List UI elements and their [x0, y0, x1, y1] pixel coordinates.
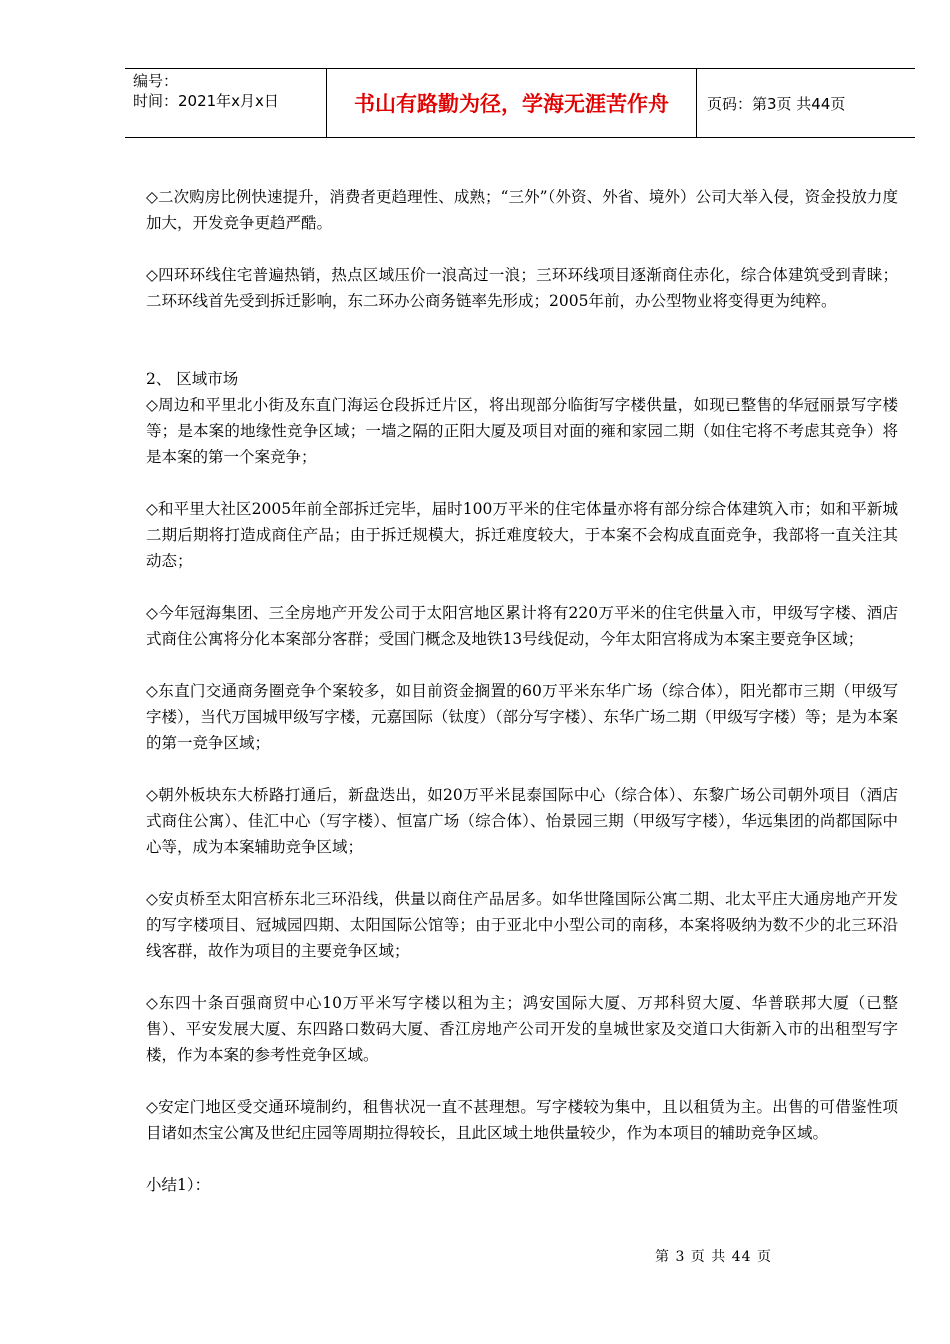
page-footer: 第 3 页 共 44 页: [655, 1249, 772, 1265]
paragraph: ◇东直门交通商务圈竞争个案较多，如目前资金搁置的60万平米东华广场（综合体），阳光都市三期（甲级写字楼），当代万国城甲级写字楼，元嘉国际（钛度）（部分写字楼）、东华广场二期（甲级写字楼）等；是为本案的第一竞争区域；: [146, 682, 898, 752]
paragraph: ◇安定门地区受交通环境制约，租售状况一直不甚理想。写字楼较为集中，且以租赁为主。出售的可借鉴性项目诸如杰宝公寓及世纪庄园等周期拉得较长，且此区域土地供量较少，作为本项目的辅助竞争区域。: [146, 1098, 898, 1142]
paragraph: ◇东四十条百强商贸中心10万平米写字楼以租为主；鸿安国际大厦、万邦科贸大厦、华普联邦大厦（已整售）、平安发展大厦、东四路口数码大厦、香江房地产公司开发的皇城世家及交道口大街新入市的出租型写字楼，作为本案的参考性竞争区域。: [146, 994, 898, 1064]
page-header: [125, 68, 915, 138]
header-motto: 书山有路勤为径，学海无涯苦作舟: [327, 69, 697, 137]
section-heading: 2、 区域市场: [146, 370, 239, 388]
paragraph: ◇二次购房比例快速提升，消费者更趋理性、成熟；“三外”（外资、外省、境外）公司大举入侵，资金投放力度加大，开发竞争更趋严酷。: [146, 188, 898, 232]
document-time-label: 时间：2021年x月x日: [133, 92, 279, 110]
summary-label: 小结1）：: [146, 1176, 211, 1194]
paragraph: ◇和平里大社区2005年前全部拆迁完毕，届时100万平米的住宅体量亦将有部分综合体建筑入市；如和平新城二期后期将打造成商住产品；由于拆迁规模大，拆迁难度较大，于本案不会构成直面竞争，我部将一直关注其动态；: [146, 500, 898, 570]
document-body: [146, 184, 898, 1224]
paragraph: ◇安贞桥至太阳宫桥东北三环沿线，供量以商住产品居多。如华世隆国际公寓二期、北太平庄大通房地产开发的写字楼项目、冠城园四期、太阳国际公馆等；由于亚北中小型公司的南移，本案将吸纳为数不少的北三环沿线客群，故作为项目的主要竞争区域；: [146, 890, 898, 960]
paragraph: ◇四环环线住宅普遍热销，热点区域压价一浪高过一浪；三环环线项目逐渐商住赤化，综合体建筑受到青睐；二环环线首先受到拆迁影响，东二环办公商务链率先形成；2005年前，办公型物业将变得更为纯粹。: [146, 266, 898, 310]
paragraph: ◇周边和平里北小街及东直门海运仓段拆迁片区，将出现部分临街写字楼供量，如现已整售的华冠丽景写字楼等；是本案的地缘性竞争区域；一墙之隔的正阳大厦及项目对面的雍和家园二期（如住宅将不考虑其竞争）将是本案的第一个案竞争；: [146, 396, 898, 466]
document-number-label: 编号：: [133, 72, 179, 90]
paragraph: ◇今年冠海集团、三全房地产开发公司于太阳宫地区累计将有220万平米的住宅供量入市，甲级写字楼、酒店式商住公寓将分化本案部分客群；受国门概念及地铁13号线促动，今年太阳宫将成为本案主要竞争区域；: [146, 604, 898, 648]
paragraph: ◇朝外板块东大桥路打通后，新盘迭出，如20万平米昆泰国际中心（综合体）、东黎广场公司朝外项目（酒店式商住公寓）、佳汇中心（写字楼）、恒富广场（综合体）、怡景园三期（甲级写字楼），华远集团的尚都国际中心等，成为本案辅助竞争区域；: [146, 786, 898, 856]
header-page-info: 页码：第3页 共44页: [707, 94, 846, 113]
header-meta: [125, 69, 327, 137]
